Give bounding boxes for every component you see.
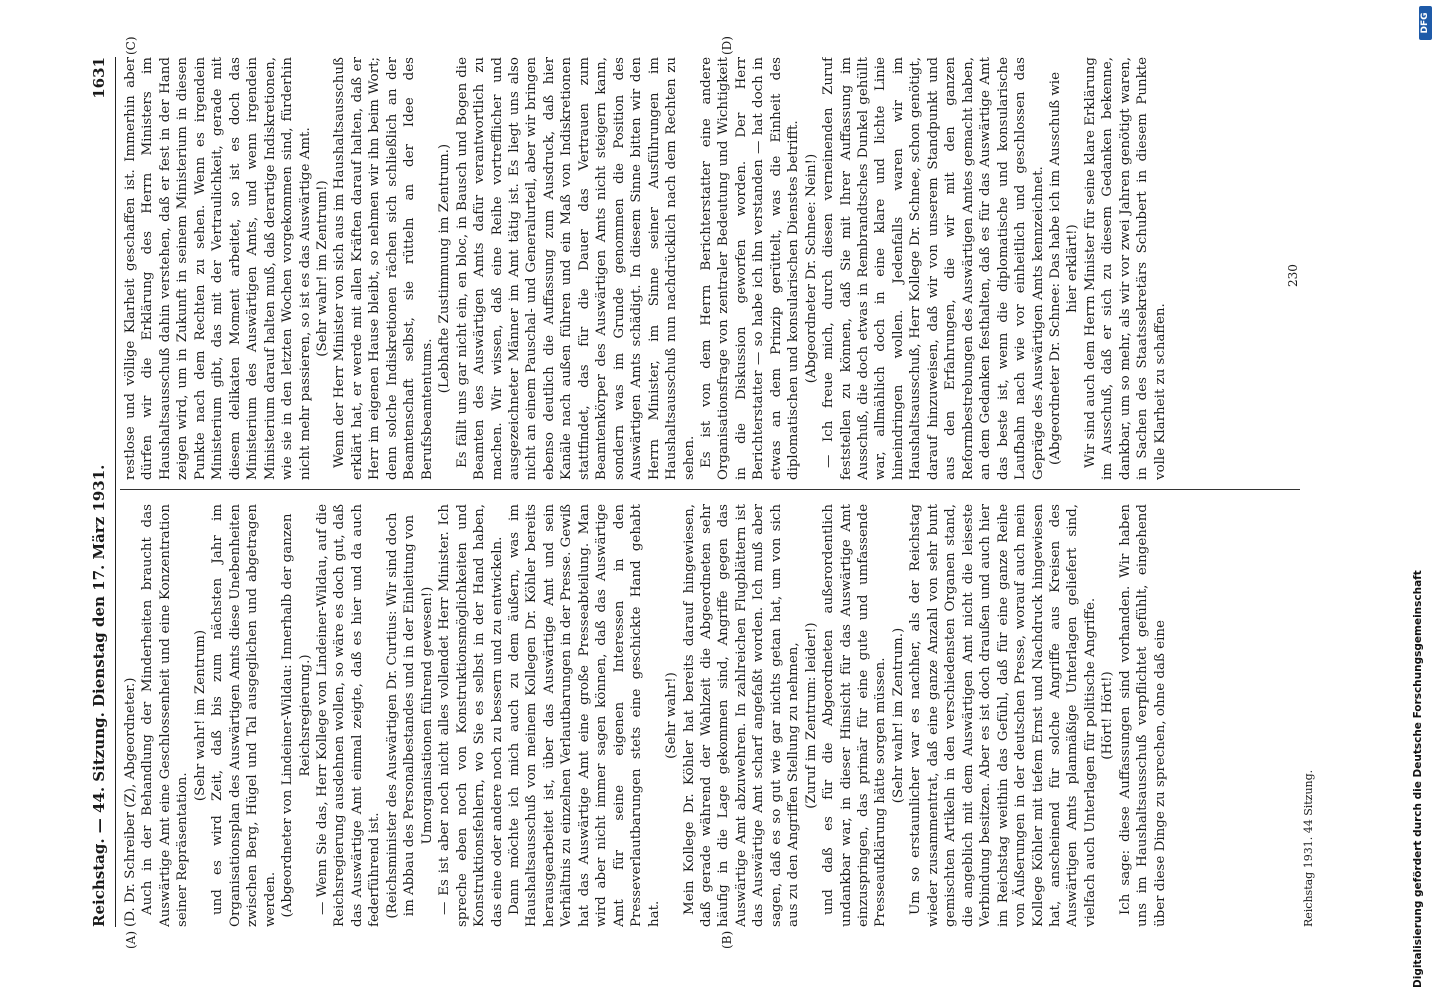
- interjection: (Abgeordneter Dr. Schnee: Nein!): [803, 153, 819, 384]
- paragraph: und es wird Zeit, daß bis zum nächsten Jahr im Organisationsplan des Auswärtigen Amts diese Unebenheiten zwischen Berg, Hügel und Tal ausgeglichen und abgetragen werden.: [210, 504, 278, 927]
- interjection: (Reichsminister des Auswärtigen Dr. Curtius: Wir sind doch im Abbau des Personalbestandes und in der Einleitung von Umorganisationen führend gewesen!): [384, 512, 435, 919]
- page-footer: Reichstag 1931. 44 Sitzung.: [1302, 769, 1315, 927]
- interjection: (Sehr wahr! im Zentrum): [192, 629, 208, 802]
- document-page: [90, 36, 1320, 949]
- dfg-logo: [1419, 6, 1432, 40]
- header-title: Reichstag. — 44. Sitzung. Dienstag den 17. März 1931.: [90, 464, 108, 927]
- paragraph: Auch in der Behandlung der Minderheiten braucht das Auswärtige Amt eine Geschlossenheit und eine Konzentration seiner Repräsentation.: [140, 504, 191, 927]
- paragraph: und daß es für die Abgeordneten außerordentlich undankbar war, in dieser Hinsicht für das Auswärtige Amt einzuspringen, das primär für eine gute und umfassende Presseaufklärung hätte sorgen müssen.: [821, 504, 889, 927]
- margin-letter-a: (A): [124, 930, 138, 949]
- paragraph: Um so erstaunlicher war es nachher, als der Reichstag wieder zusammentrat, daß eine ganze Anzahl von sehr bunt gemischten Artikeln in den verschiedensten Organen stand, die angeblich mit dem Auswärtigen Amt nicht die leiseste Verbindung besitzen. Aber es ist doch draußen und auch hier im Reichstag weithin das Gefühl, daß für eine ganze Reihe von Äußerungen in der deutschen Presse, worauf auch mein Kollege Köhler mit tiefem Ernst und Nachdruck hingewiesen hat, anscheinend für solche Angriffe aus Kreisen des Auswärtigen Amts planmäßige Unterlagen geliefert sind, vielfach auch Unterlagen für politische Angriffe.: [908, 504, 1098, 927]
- interjection: (Zuruf im Zentrum: leider!): [803, 622, 819, 809]
- paragraph: Mein Kollege Dr. Köhler hat bereits darauf hingewiesen, daß gerade während der Wahlzeit die Abgeordneten sehr häufig in die Lage gekommen sind, Angriffe gegen das Auswärtige Amt abzuwehren. In zahlreichen Flugblättern ist das Auswärtige Amt scharf angefaßt worden. Ich muß aber sagen, daß es so gut wie gar nichts getan hat, um von sich aus zu den Angriffen Stellung zu nehmen,: [681, 504, 802, 927]
- interjection: (Sehr wahr! im Zentrum!): [314, 180, 330, 357]
- paragraph: Wir sind auch dem Herrn Minister für seine klare Erklärung im Ausschuß, daß er sich zu diesem Gedanken bekenne, dankbar, um so mehr, als wir vor zwei Jahren genötigt waren, in Sachen des Staatssekretärs Schubert in diesem Punkte volle Klarheit zu schaffen.: [1082, 57, 1168, 480]
- page-header: [90, 57, 114, 927]
- credit-text: Digitalisierung gefördert durch die Deutsche Forschungsgemeinschaft: [1412, 570, 1424, 988]
- interjection: (Sehr wahr! im Zentrum.): [890, 627, 906, 804]
- paragraph: restlose und völlige Klarheit geschaffen ist. Immerhin aber dürfen wir die Erklärung des Herrn Ministers im Haushaltsausschuß dahin verstehen, daß er fest in der Hand zeigen wird, um in Zukunft in seinem Ministerium in diesen Punkte nach dem Rechten zu sehen. Wenn es irgendein Ministerium gibt, das mit der Vertraulichkeit, gerade mit diesem delikaten Moment arbeitet, so ist es doch das Ministerium des Auswärtigen Amts, und wenn irgendein Ministerium darauf halten muß, daß derartige Indiskretionen, wie sie in den letzten Wochen vorgekommen sind, fürderhin nicht mehr passieren, so ist es das Auswärtige Amt.: [123, 57, 313, 480]
- paragraph: Es fällt uns gar nicht ein, en bloc, in Bausch und Bogen die Beamten des Auswärtigen Amts dafür verantwortlich zu machen. Wir wissen, daß eine Reihe vortrefflicher und ausgezeichneter Männer im Amt tätig ist. Es liegt uns also nicht an einem Pauschal- und Generalurteil, aber wir bringen ebenso deutlich die Auffassung zum Ausdruck, daß hier Kanäle nach außen führen und ein Maß von Indiskretionen stattfindet, das für die Dauer das Vertrauen zum Beamtenkörper des Auswärtigen Amts nicht steigern kann, sondern was im Grunde genommen die Position des Auswärtigen Amts schädigt. In diesem Sinne bitten wir den Herrn Minister, im Sinne seiner Ausführungen im Haushaltsausschuß nun nachdrücklich nach dem Rechten zu sehen.: [454, 57, 697, 480]
- header-rule: [115, 57, 116, 927]
- interjection: (Abgeordneter Dr. Schnee: Das habe ich im Ausschuß wie hier erklärt!): [1048, 72, 1081, 465]
- margin-letter-d: (D): [720, 36, 734, 55]
- paragraph: — Wenn Sie das, Herr Kollege von Lindeiner-Wildau, auf die Reichsregierung ausdehnen wollen, so wäre es doch gut, daß das Auswärtige Amt einmal zeigte, daß es hier und da auch federführend ist.: [314, 504, 383, 927]
- paragraph: Wenn der Herr Minister von sich aus im Haushaltsausschuß erklärt hat, er werde mit allen Kräften darauf halten, daß er Herr im eigenen Hause bleibt, so nehmen wir ihn beim Wort; denn solche Indiskretionen rächen sich schließlich an der Beamtenschaft selbst, sie rütteln an der Idee des Berufsbeamtentums.: [332, 57, 435, 480]
- right-column: [122, 57, 1292, 480]
- dfg-logo-text: DFG: [1420, 12, 1430, 34]
- sheet-number: 230: [1286, 264, 1300, 287]
- paragraph: Ich sage: diese Auffassungen sind vorhanden. Wir haben uns im Haushaltsausschuß verpflichtet gefühlt, eingehend über diese Dinge zu sprechen, ohne daß eine: [1117, 504, 1168, 927]
- left-column: [122, 504, 1312, 927]
- paragraph: — Ich freue mich, durch diesen verneinenden Zuruf feststellen zu können, daß Sie mit Ihrer Auffassung im Ausschuß, die doch etwas in Rembrandtsches Dunkel gehüllt war, allmählich doch in eine klare und lichte Linie hineindringen wollen. Jedenfalls waren wir im Haushaltsausschuß, Herr Kollege Dr. Schnee, schon genötigt, darauf hinzuweisen, daß wir von unserem Standpunkt und aus den Erfahrungen, die wir mit den ganzen Reformbestrebungen des Auswärtigen Amtes gemacht haben, an dem Gedanken festhalten, daß es für das Auswärtige Amt das beste ist, wenn die diplomatische und konsularische Laufbahn nach wie vor einheitlich und geschlossen das Gepräge des Auswärtigen Amts kennzeichnet.: [821, 57, 1046, 480]
- paragraph: (D. Dr. Schreiber (Z), Abgeordneter.): [123, 677, 138, 927]
- paragraph: Dann möchte ich mich auch zu dem äußern, was im Haushaltsausschuß von meinem Kollegen Dr. Köhler bereits herausgearbeitet ist, über das Auswärtige Amt und sein Verhältnis zu einzelnen Verlautbarungen in der Presse. Gewiß hat das Auswärtige Amt eine große Presseabteilung. Man wird aber nicht immer sagen können, daß das Auswärtige Amt für seine eigenen Interessen in den Presseverlautbarungen stets eine geschickte Hand gehabt hat.: [506, 504, 662, 927]
- digitization-credit: [1412, 8, 1430, 988]
- header-page-number: 1631: [90, 57, 108, 99]
- paragraph: Es ist von dem Herrn Berichterstatter eine andere Organisationsfrage von zentraler Bedeutung und Wichtigkeit in die Diskussion geworfen worden. Der Herr Berichterstatter — so habe ich ihn verstanden — hat doch in etwas an dem Prinzip gerüttelt, was die Einheit des diplomatischen und konsularischen Dienstes betrifft.: [698, 57, 802, 480]
- margin-letter-b: (B): [720, 930, 734, 949]
- interjection: (Hört! Hört!): [1100, 671, 1116, 760]
- margin-letter-c: (C): [124, 36, 138, 55]
- column-separator: [120, 489, 1300, 490]
- paragraph: — Es ist aber noch nicht alles vollendet Herr Minister. Ich spreche eben noch von Konstruktionsmöglichkeiten und Konstruktionsfehlern, wo Sie es selbst in der Hand haben, das eine oder andere noch zu bessern und zu entwickeln.: [437, 504, 505, 927]
- interjection: (Lebhafte Zustimmung im Zentrum.): [437, 143, 453, 394]
- interjection: (Sehr wahr!): [664, 672, 680, 759]
- interjection: (Abgeordneter von Lindeiner-Wildau: Innerhalb der ganzen Reichsregierung.): [280, 513, 313, 918]
